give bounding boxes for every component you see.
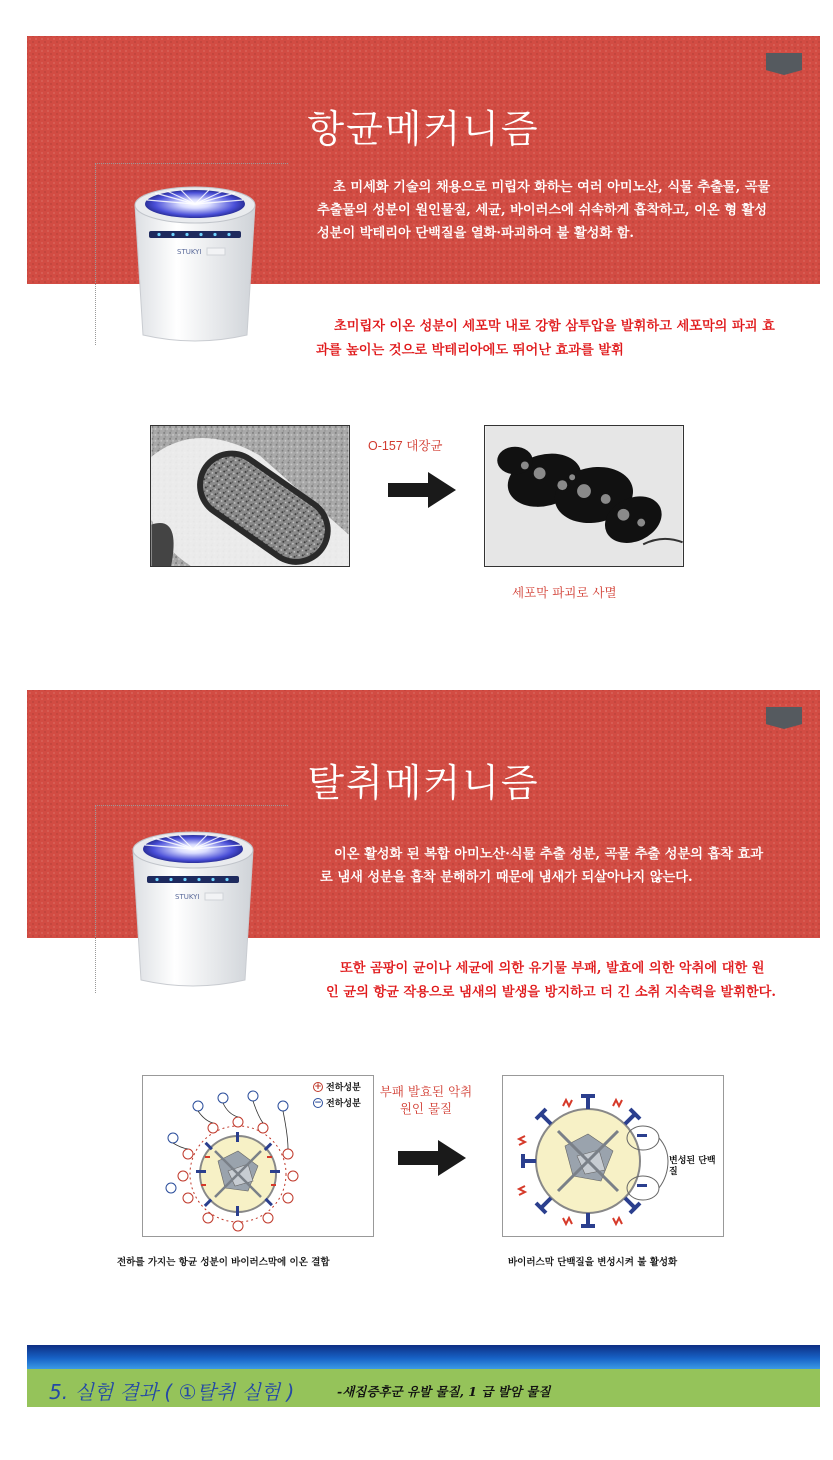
cell-death-label: 세포막 파괴로 사멸: [512, 585, 617, 600]
ion-binding-caption: 전하를 가지는 항균 성분이 바이러스막에 이온 결합: [117, 1257, 330, 1268]
bacteria-before-micrograph: [150, 425, 350, 567]
odor-source-label: 부패 발효된 악취원인 물질: [379, 1084, 473, 1116]
corner-tab-icon: [766, 707, 802, 729]
minus-charge-icon: −: [314, 1097, 322, 1108]
virus-denatured-diagram: [502, 1075, 724, 1237]
bacteria-name-label: O-157 대장균: [368, 439, 443, 453]
svg-text:STUKYI: STUKYI: [175, 893, 200, 901]
legend-negative: − 전하성분: [314, 1097, 361, 1109]
section-title-antibacterial: 항균메커니즘: [307, 107, 540, 151]
corner-tab-icon: [766, 53, 802, 75]
svg-text:STUKYI: STUKYI: [177, 248, 202, 256]
legend-positive: + 전하성분: [314, 1081, 361, 1093]
experiment-results-banner: [27, 1345, 820, 1403]
air-purifier-device-image: [113, 820, 273, 990]
denatured-protein-label: 변성된 단백질: [669, 1156, 716, 1177]
right-arrow-icon: [398, 1140, 466, 1176]
experiment-results-subtitle: -새집증후군 유발 물질, 1 급 발암 물질: [337, 1384, 551, 1399]
bacteria-after-micrograph: [484, 425, 684, 567]
virus-ion-binding-diagram: [142, 1075, 374, 1237]
air-purifier-device-image: [115, 175, 275, 345]
section-title-deodorization: 탈취메커니즘: [307, 761, 540, 805]
deodorization-description: 이온 활성화 된 복합 아미노산·식물 추출 성분, 곡물 추출 성분의 흡착 효과로 냄새 성분을 흡착 분해하기 때문에 냄새가 되살아나지 않는다.: [320, 847, 764, 885]
experiment-results-title: 5. 실험 결과 ( ①탈취 실험 ): [49, 1380, 295, 1404]
antibacterial-highlight: 초미립자 이온 성분이 세포막 내로 강함 삼투압을 발휘하고 세포막의 파괴 효과를 높이는 것으로 박테리아에도 뛰어난 효과를 발휘: [316, 319, 775, 358]
banner-gradient-strip: [27, 1345, 820, 1369]
inactivation-caption: 바이러스막 단백질을 변성시켜 불 활성화: [508, 1257, 678, 1268]
deodorization-highlight: 또한 곰팡이 균이나 세균에 의한 유기물 부패, 발효에 의한 악취에 대한 원인 균의 항균 작용으로 냄새의 발생을 방지하고 더 긴 소취 지속력을 발휘한다.: [326, 961, 777, 1000]
right-arrow-icon: [388, 472, 456, 508]
plus-charge-icon: +: [314, 1081, 322, 1092]
antibacterial-description: 초 미세화 기술의 채용으로 미립자 화하는 여러 아미노산, 식물 추출물, 곡물 추출물의 성분이 원인물질, 세균, 바이러스에 쉬속하게 흡착하고, 이온 형 활성 성분이 박테리아 단백질을 열화·파괴하여 불 활성화 함.: [317, 180, 771, 241]
